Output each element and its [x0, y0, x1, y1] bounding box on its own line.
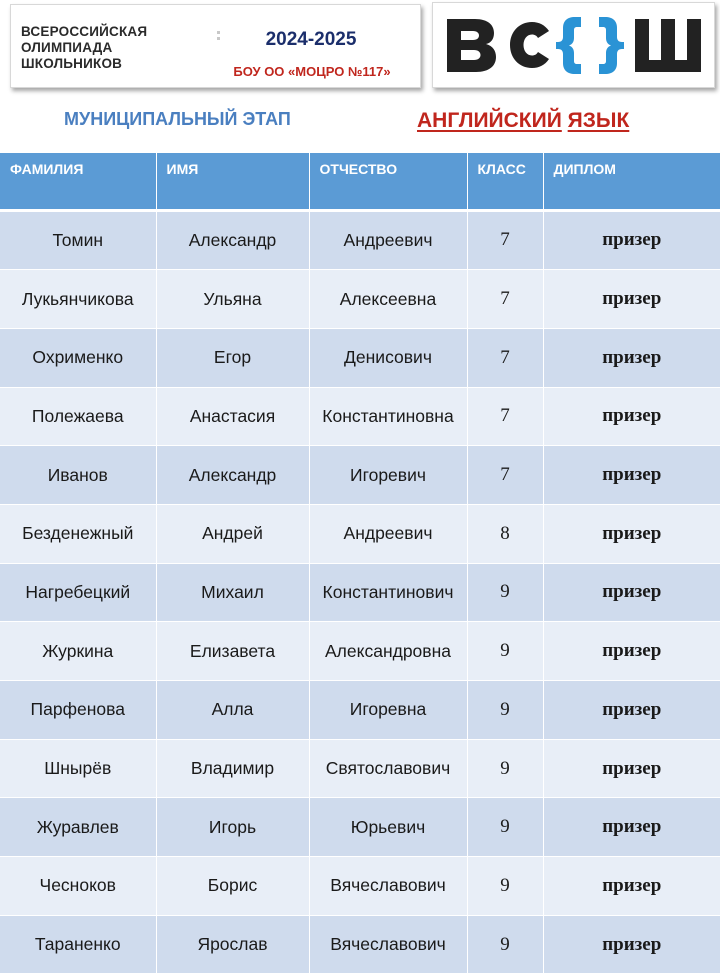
column-header-patronymic: ОТЧЕСТВО [309, 153, 467, 210]
cell-patronymic: Константинович [309, 563, 467, 622]
cell-grade: 7 [467, 210, 543, 270]
year-label: 2024-2025 [265, 29, 357, 50]
cell-diploma: призер [543, 622, 720, 681]
cell-grade: 7 [467, 446, 543, 505]
column-header-grade: КЛАСС [467, 153, 543, 210]
cell-grade: 7 [467, 328, 543, 387]
cell-surname: Чесноков [0, 857, 156, 916]
cell-grade: 8 [467, 504, 543, 563]
cell-diploma: призер [543, 739, 720, 798]
cell-surname: Тараненко [0, 915, 156, 974]
cell-diploma: призер [543, 387, 720, 446]
table-row [0, 210, 720, 270]
table-row [0, 739, 720, 798]
cell-grade: 7 [467, 387, 543, 446]
cell-diploma: призер [543, 328, 720, 387]
results-table [0, 153, 720, 974]
table-row [0, 270, 720, 329]
cell-patronymic: Денисович [309, 328, 467, 387]
column-header-name: ИМЯ [156, 153, 309, 210]
cell-diploma: призер [543, 563, 720, 622]
cell-name: Ульяна [156, 270, 309, 329]
cell-surname: Томин [0, 210, 156, 270]
cell-surname: Журкина [0, 622, 156, 681]
cell-diploma: призер [543, 210, 720, 270]
cell-patronymic: Вячеславович [309, 857, 467, 916]
olympiad-banner [10, 4, 421, 88]
cell-patronymic: Константиновна [309, 387, 467, 446]
cell-diploma: призер [543, 681, 720, 740]
stage-title: МУНИЦИПАЛЬНЫЙ ЭТАП [64, 109, 291, 129]
cell-patronymic: Вячеславович [309, 915, 467, 974]
table-row [0, 328, 720, 387]
cell-grade: 7 [467, 270, 543, 329]
cell-diploma: призер [543, 798, 720, 857]
cell-name: Игорь [156, 798, 309, 857]
cell-name: Алла [156, 681, 309, 740]
cell-surname: Лукьянчикова [0, 270, 156, 329]
cell-patronymic: Игоревич [309, 446, 467, 505]
cell-name: Елизавета [156, 622, 309, 681]
cell-grade: 9 [467, 739, 543, 798]
cell-patronymic: Александровна [309, 622, 467, 681]
cell-grade: 9 [467, 915, 543, 974]
olympiad-line: ОЛИМПИАДА [21, 40, 113, 55]
olympiad-line: ШКОЛЬНИКОВ [21, 56, 123, 71]
vsosh-logo [441, 13, 707, 77]
cell-patronymic: Юрьевич [309, 798, 467, 857]
subject-title [417, 109, 629, 133]
cell-surname: Полежаева [0, 387, 156, 446]
table-header-row [0, 153, 720, 210]
cell-surname: Иванов [0, 446, 156, 505]
column-header-diploma: ДИПЛОМ [543, 153, 720, 210]
cell-surname: Охрименко [0, 328, 156, 387]
cell-diploma: призер [543, 270, 720, 329]
table-row [0, 504, 720, 563]
cell-surname: Шнырёв [0, 739, 156, 798]
cell-surname: Нагребецкий [0, 563, 156, 622]
cell-surname: Журавлев [0, 798, 156, 857]
cell-surname: Безденежный [0, 504, 156, 563]
cell-name: Владимир [156, 739, 309, 798]
cell-diploma: призер [543, 504, 720, 563]
cell-diploma: призер [543, 446, 720, 505]
table-row [0, 857, 720, 916]
cell-name: Ярослав [156, 915, 309, 974]
table-row [0, 681, 720, 740]
cell-patronymic: Андреевич [309, 210, 467, 270]
column-header-surname: ФАМИЛИЯ [0, 153, 156, 210]
cell-grade: 9 [467, 563, 543, 622]
table-row [0, 915, 720, 974]
cell-name: Анастасия [156, 387, 309, 446]
cell-grade: 9 [467, 681, 543, 740]
table-row [0, 563, 720, 622]
cell-patronymic: Андреевич [309, 504, 467, 563]
cell-patronymic: Алексеевна [309, 270, 467, 329]
table-row [0, 622, 720, 681]
table-row [0, 387, 720, 446]
cell-patronymic: Игоревна [309, 681, 467, 740]
cell-grade: 9 [467, 798, 543, 857]
subject-word: АНГЛИЙСКИЙ [417, 109, 562, 132]
vsosh-logo-box [432, 2, 715, 88]
subject-word: ЯЗЫК [567, 109, 630, 132]
olympiad-line: ВСЕРОССИЙСКАЯ [21, 24, 148, 39]
cell-grade: 9 [467, 857, 543, 916]
cell-name: Борис [156, 857, 309, 916]
cell-diploma: призер [543, 857, 720, 916]
cell-patronymic: Святославович [309, 739, 467, 798]
table-row [0, 798, 720, 857]
cell-surname: Парфенова [0, 681, 156, 740]
cell-name: Александр [156, 210, 309, 270]
school-name: БОУ ОО «МОЦРО №117» [233, 64, 391, 79]
cell-name: Егор [156, 328, 309, 387]
cell-name: Михаил [156, 563, 309, 622]
table-row [0, 446, 720, 505]
cell-name: Андрей [156, 504, 309, 563]
olympiad-name [21, 24, 147, 72]
cell-grade: 9 [467, 622, 543, 681]
cell-diploma: призер [543, 915, 720, 974]
cell-name: Александр [156, 446, 309, 505]
